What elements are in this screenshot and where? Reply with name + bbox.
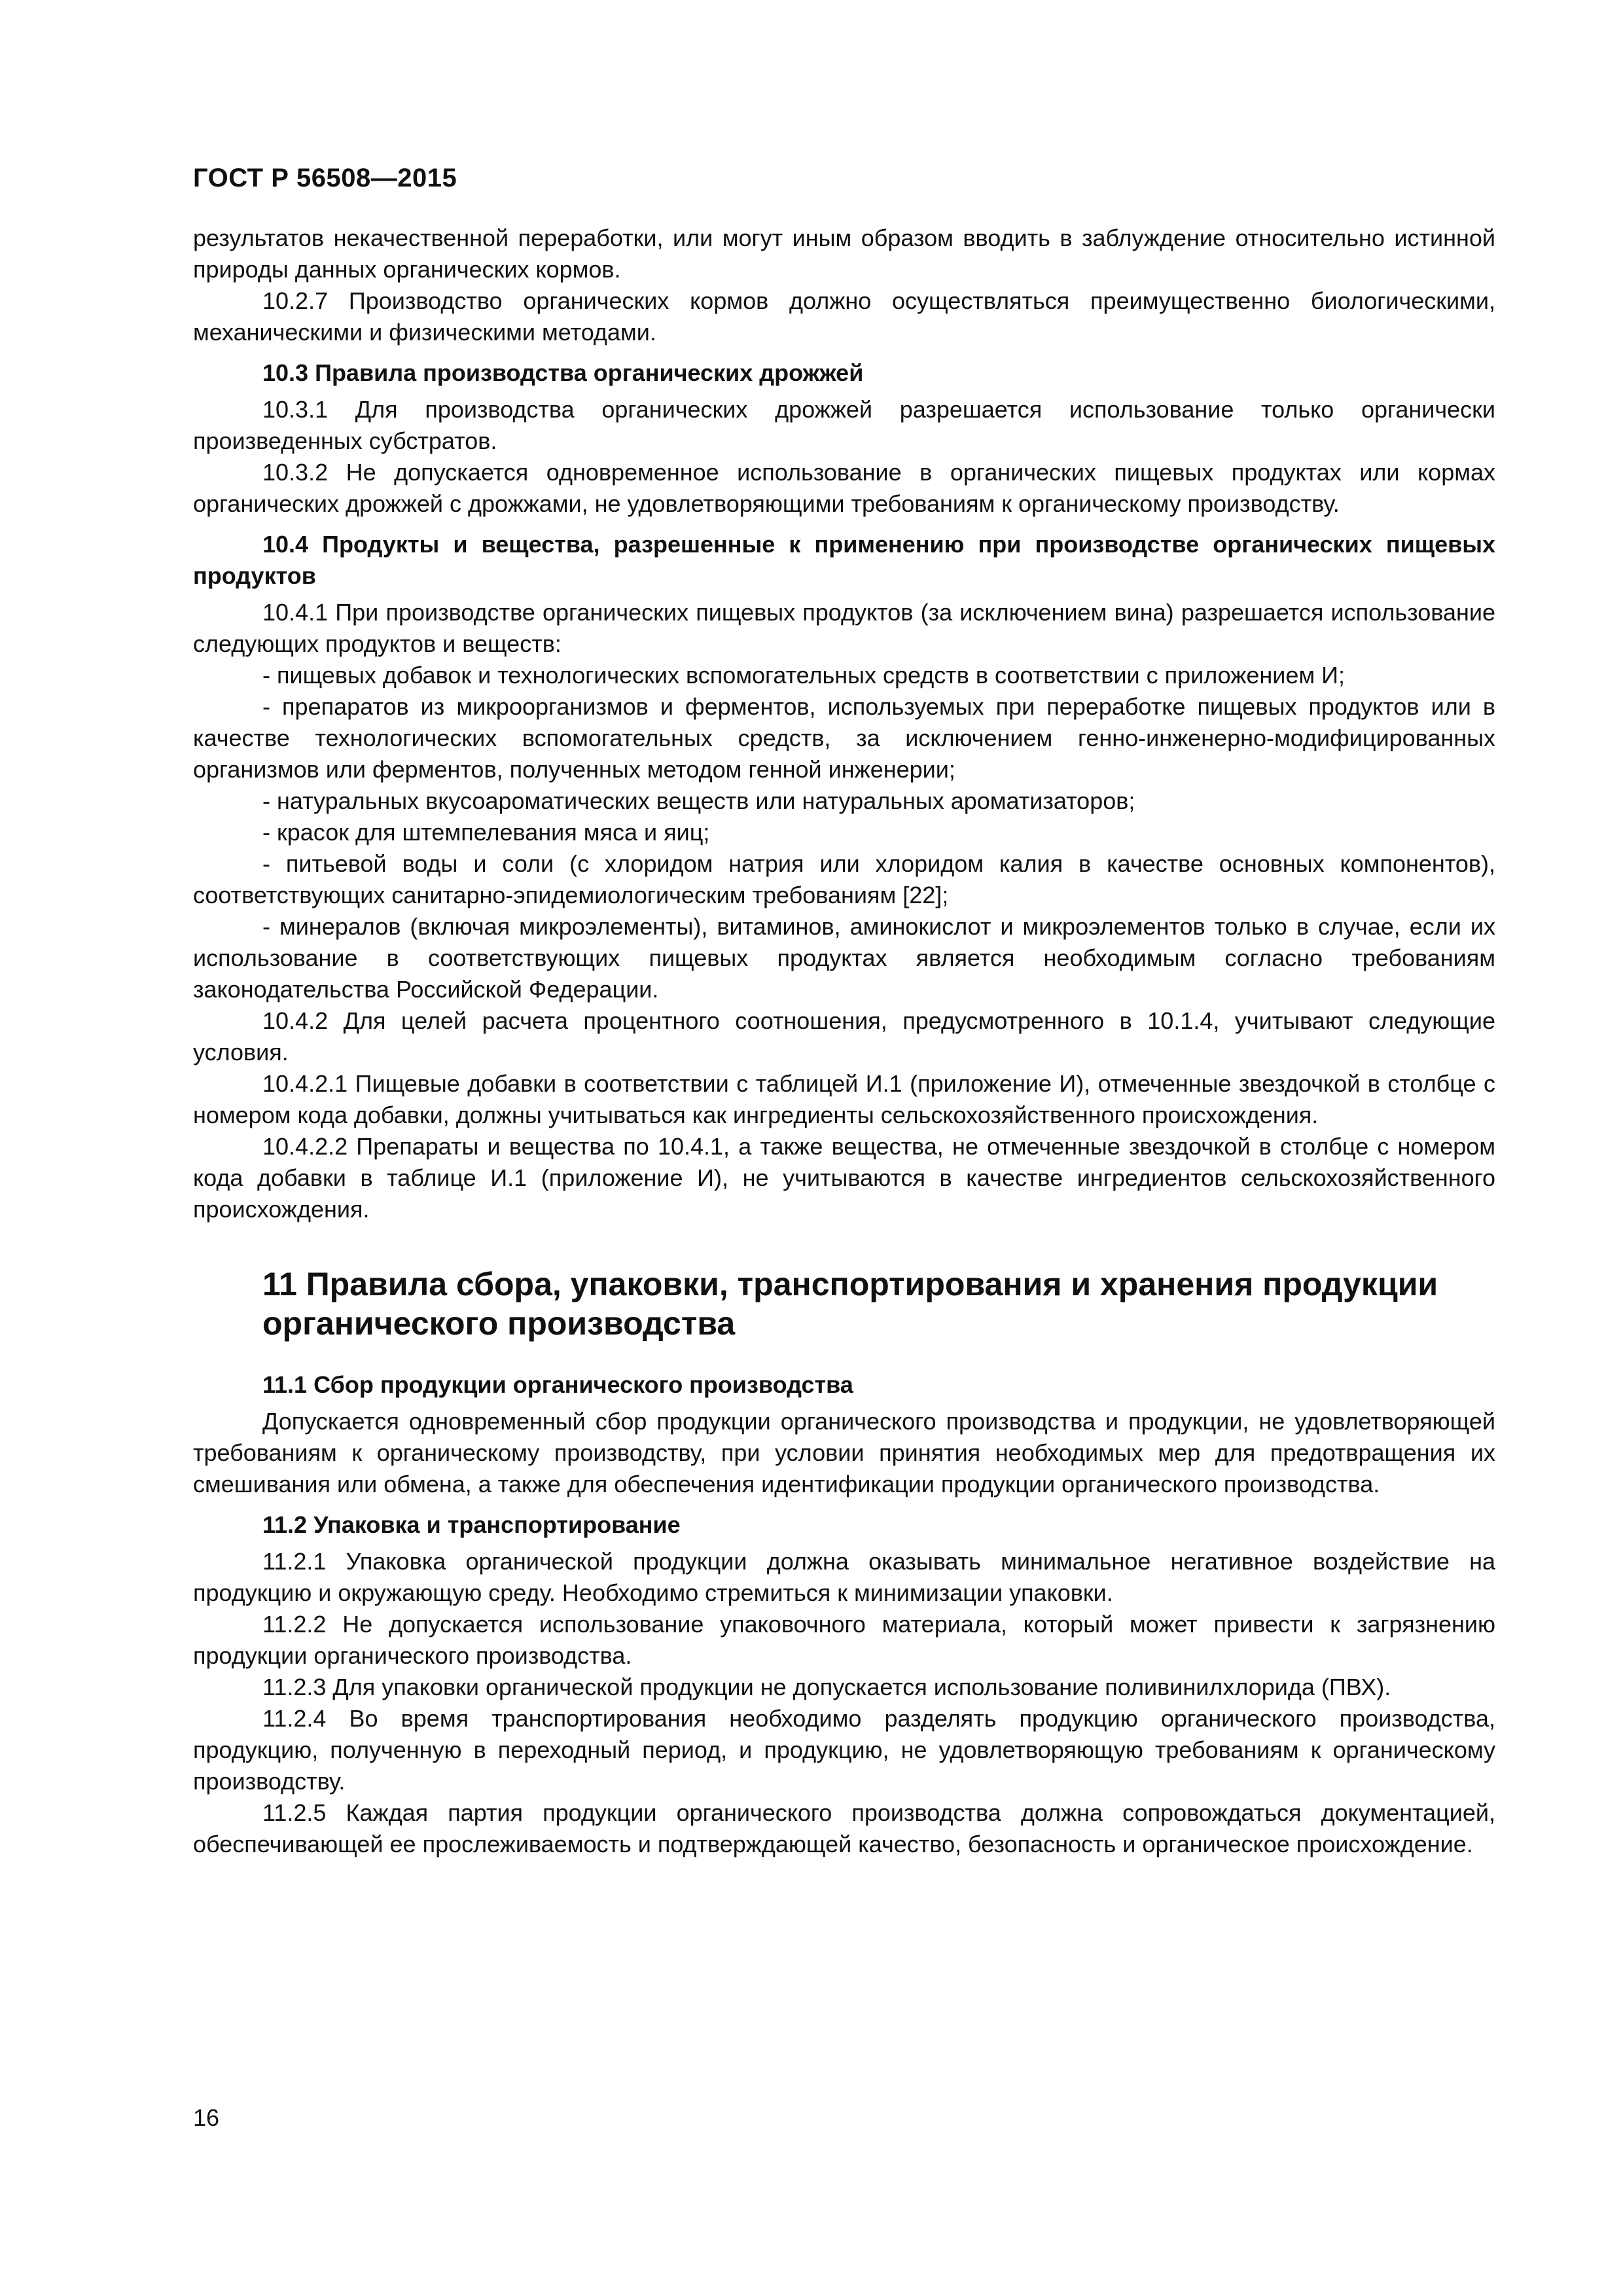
subsection-heading-10-4: 10.4 Продукты и вещества, разрешенные к применению при производстве органических пищевых продуктов <box>193 531 1495 589</box>
subsection-heading-11-1: 11.1 Сбор продукции органического производства <box>262 1371 853 1398</box>
paragraph: 10.4.1 При производстве органических пищевых продуктов (за исключением вина) разрешается использование следующих продуктов и веществ: <box>193 599 1495 657</box>
paragraph: 11.2.3 Для упаковки органической продукции не допускается использование поливинилхлорида (ПВХ). <box>262 1674 1391 1700</box>
subsection-heading-10-3: 10.3 Правила производства органических дрожжей <box>262 359 864 386</box>
paragraph: 10.3.2 Не допускается одновременное использование в органических пищевых продуктах или кормах органических дрожжей с дрожжами, не удовлетворяющими требованиям к органическому производству. <box>193 459 1495 517</box>
page-number: 16 <box>193 2104 220 2131</box>
paragraph: 11.2.1 Упаковка органической продукции должна оказывать минимальное негативное воздействие на продукцию и окружающую среду. Необходимо стремиться к минимизации упаковки. <box>193 1548 1495 1606</box>
paragraph: 11.2.4 Во время транспортирования необходимо разделять продукцию органического производства, продукцию, полученную в переходный период, и продукцию, не удовлетворяющую требованиям к органическому производству. <box>193 1705 1495 1795</box>
list-item: - красок для штемпелевания мяса и яиц; <box>262 819 710 846</box>
paragraph: результатов некачественной переработки, или могут иным образом вводить в заблуждение относительно истинной природы данных органических кормов. <box>193 224 1495 283</box>
document-header: ГОСТ Р 56508—2015 <box>193 164 457 192</box>
section-heading-11: 11 Правила сбора, упаковки, транспортирования и хранения продукции органического производства <box>262 1266 1438 1342</box>
paragraph: 10.2.7 Производство органических кормов должно осуществляться преимущественно биологическими, механическими и физическими методами. <box>193 287 1495 346</box>
paragraph: Допускается одновременный сбор продукции органического производства и продукции, не удовлетворяющей требованиям к органическому производству, при условии принятия необходимых мер для предотвращения их смешивания или обмена, а также для обеспечения идентификации продукции органического производства. <box>193 1408 1495 1498</box>
subsection-heading-11-2: 11.2 Упаковка и транспортирование <box>262 1511 681 1538</box>
list-item: - питьевой воды и соли (с хлоридом натрия или хлоридом калия в качестве основных компонентов), соответствующих санитарно-эпидемиологическим требованиям [22]; <box>193 850 1495 908</box>
paragraph: 10.3.1 Для производства органических дрожжей разрешается использование только органически произведенных субстратов. <box>193 396 1495 454</box>
paragraph: 10.4.2 Для целей расчета процентного соотношения, предусмотренного в 10.1.4, учитывают следующие условия. <box>193 1007 1495 1066</box>
paragraph: 11.2.5 Каждая партия продукции органического производства должна сопровождаться документацией, обеспечивающей ее прослеживаемость и подтверждающей качество, безопасность и органическое происхождение. <box>193 1799 1495 1857</box>
paragraph: 10.4.2.2 Препараты и вещества по 10.4.1, а также вещества, не отмеченные звездочкой в столбце с номером кода добавки в таблице И.1 (приложение И), не учитываются в качестве ингредиентов сельскохозяйственного происхождения. <box>193 1133 1495 1223</box>
list-item: - препаратов из микроорганизмов и ферментов, используемых при переработке пищевых продуктов или в качестве технологических вспомогательных средств, за исключением генно-инженерно-модифицированных организмов или ферментов, полученных методом генной инженерии; <box>193 693 1495 783</box>
list-item: - пищевых добавок и технологических вспомогательных средств в соответствии с приложением И; <box>262 662 1346 689</box>
document-body <box>193 223 1495 1860</box>
paragraph: 10.4.2.1 Пищевые добавки в соответствии с таблицей И.1 (приложение И), отмеченные звездочкой в столбце с номером кода добавки, должны учитываться как ингредиенты сельскохозяйственного происхождения. <box>193 1070 1495 1128</box>
list-item: - натуральных вкусоароматических веществ или натуральных ароматизаторов; <box>262 787 1135 814</box>
paragraph: 11.2.2 Не допускается использование упаковочного материала, который может привести к загрязнению продукции органического производства. <box>193 1611 1495 1669</box>
list-item: - минералов (включая микроэлементы), витаминов, аминокислот и микроэлементов только в случае, если их использование в соответствующих пищевых продуктах является необходимым согласно требованиям законодательства Российской Федерации. <box>193 913 1495 1003</box>
